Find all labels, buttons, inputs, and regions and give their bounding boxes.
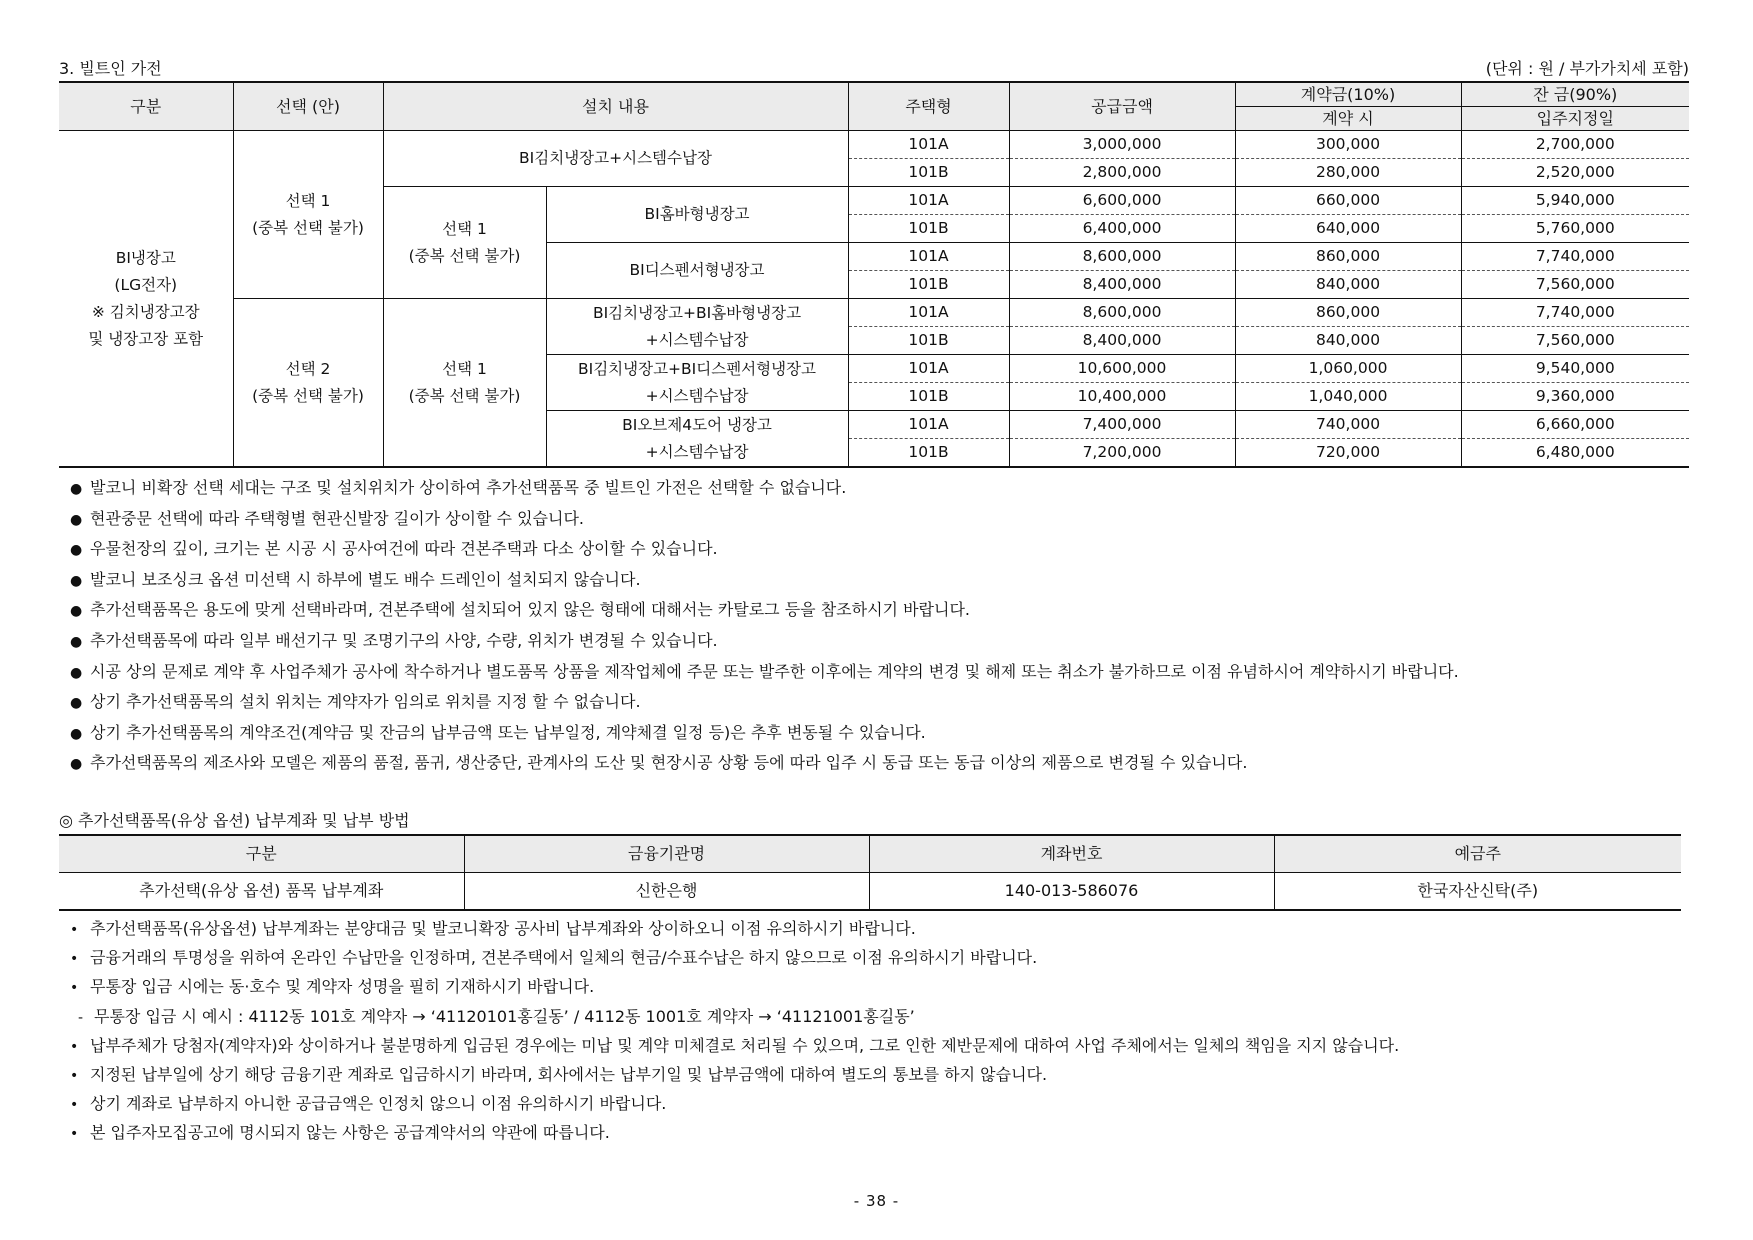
list-item: ● 발코니 보조싱크 옵션 미선택 시 하부에 별도 배수 드레인이 설치되지 않습니다. [70, 569, 641, 589]
header-housing-type: 주택형 [848, 82, 1009, 131]
table-row: 선택 1 (중복 선택 불가) BI홈바형냉장고 101A 6,600,000 660,000 5,940,000 [59, 187, 1689, 215]
table-row: 101B 2,800,000 280,000 2,520,000 [59, 159, 1689, 187]
list-item: ● 현관중문 선택에 따라 주택형별 현관신발장 길이가 상이할 수 있습니다. [70, 508, 584, 528]
table-row: 101B 7,200,000 720,000 6,480,000 [59, 439, 1689, 468]
header-contract: 계약금(10%) [1235, 82, 1461, 107]
table-row: BI디스펜서형냉장고 101A 8,600,000 860,000 7,740,000 [59, 243, 1689, 271]
builtin-appliance-table [59, 81, 1689, 468]
table-row: BI김치냉장고+BI디스펜서형냉장고 +시스템수납장 101A 10,600,000 1,060,000 9,540,000 [59, 355, 1689, 383]
table-row: 101B 8,400,000 840,000 7,560,000 [59, 271, 1689, 299]
header-balance: 잔 금(90%) [1461, 82, 1689, 107]
section2-header [59, 808, 1689, 831]
account-number: 140-013-586076 [869, 873, 1274, 911]
item-name: BI홈바형냉장고 [546, 187, 848, 243]
table-row: BI냉장고 (LG전자) ※ 김치냉장고장 및 냉장고장 포함 선택 1 (중복 선택 불가) BI김치냉장고+시스템수납장 101A 3,000,000 300,000 2,700,000 [59, 131, 1689, 159]
section2-notes [70, 914, 1399, 1148]
list-item: ● 추가선택품목은 용도에 맞게 선택바라며, 견본주택에 설치되어 있지 않은 형태에 대해서는 카탈로그 등을 참조하시기 바랍니다. [70, 600, 971, 620]
list-item: • 본 입주자모집공고에 명시되지 않는 사항은 공급계약서의 약관에 따릅니다. [70, 1123, 610, 1143]
list-item: ● 상기 추가선택품목의 계약조건(계약금 및 잔금의 납부금액 또는 납부일정, 계약체결 일정 등)은 추후 변동될 수 있습니다. [70, 722, 926, 742]
section1-notes [70, 473, 1459, 779]
section1-header [59, 56, 1689, 79]
table-row: 101B 6,400,000 640,000 5,760,000 [59, 215, 1689, 243]
header-balance-sub: 입주지정일 [1461, 107, 1689, 131]
category-cell: BI냉장고 (LG전자) ※ 김치냉장고장 및 냉장고장 포함 [59, 131, 233, 468]
item-name: BI김치냉장고+BI홈바형냉장고 +시스템수납장 [546, 299, 848, 355]
sub-choice-cell: 선택 1 (중복 선택 불가) [383, 187, 546, 299]
header-category: 구분 [59, 82, 233, 131]
table-header-row: 구분 금융기관명 계좌번호 예금주 [59, 835, 1681, 873]
choice1-cell: 선택 1 (중복 선택 불가) [233, 131, 383, 299]
list-item: ● 시공 상의 문제로 계약 후 사업주체가 공사에 착수하거나 별도품목 상품을 제작업체에 주문 또는 발주한 이후에는 계약의 변경 및 해제 또는 취소가 불가하므로 이점 유념하시어 계약하시기 바랍니다. [70, 661, 1459, 681]
header-choice: 선택 (안) [233, 82, 383, 131]
list-item: • 납부주체가 당첨자(계약자)와 상이하거나 불분명하게 입금된 경우에는 미납 및 계약 미체결로 처리될 수 있으며, 그로 인한 제반문제에 대하여 사업 주체에서는 일체의 책임을 지지 않습니다. [70, 1035, 1400, 1055]
table-row: BI오브제4도어 냉장고 +시스템수납장 101A 7,400,000 740,000 6,660,000 [59, 411, 1689, 439]
table-row: 101B 10,400,000 1,040,000 9,360,000 [59, 383, 1689, 411]
list-item: ● 발코니 비확장 선택 세대는 구조 및 설치위치가 상이하여 추가선택품목 중 빌트인 가전은 선택할 수 없습니다. [70, 478, 847, 497]
item-name: BI김치냉장고+BI디스펜서형냉장고 +시스템수납장 [546, 355, 848, 411]
item-name: BI김치냉장고+시스템수납장 [383, 131, 848, 187]
list-item: • 금융거래의 투명성을 위하여 온라인 수납만을 인정하며, 견본주택에서 일체의 현금/수표수납은 하지 않으므로 이점 유의하시기 바랍니다. [70, 948, 1038, 968]
header-supply-amount: 공급금액 [1009, 82, 1235, 131]
page-number: - 38 - [853, 1192, 900, 1210]
item-name: BI오브제4도어 냉장고 +시스템수납장 [546, 411, 848, 468]
list-item: • 추가선택품목(유상옵션) 납부계좌는 분양대금 및 발코니확장 공사비 납부계좌와 상이하오니 이점 유의하시기 바랍니다. [70, 919, 916, 938]
choice2-cell: 선택 2 (중복 선택 불가) [233, 299, 383, 468]
item-name: BI디스펜서형냉장고 [546, 243, 848, 299]
sub-choice-cell: 선택 1 (중복 선택 불가) [383, 299, 546, 468]
table-row: 선택 2 (중복 선택 불가) 선택 1 (중복 선택 불가) BI김치냉장고+BI홈바형냉장고 +시스템수납장 101A 8,600,000 860,000 7,740,000 [59, 299, 1689, 327]
list-item: - 무통장 입금 시 예시 : 4112동 101호 계약자 → ‘41120101홍길동’ / 4112동 1001호 계약자 → ‘41121001홍길동’ [78, 1006, 915, 1026]
header-contract-sub: 계약 시 [1235, 107, 1461, 131]
list-item: • 지정된 납부일에 상기 해당 금융기관 계좌로 입금하시기 바라며, 회사에서는 납부기일 및 납부금액에 대하여 별도의 통보를 하지 않습니다. [70, 1064, 1048, 1084]
unit-label: (단위 : 원 / 부가가치세 포함) [1485, 59, 1689, 78]
table-row: 추가선택(유상 옵션) 품목 납부계좌 신한은행 140-013-586076 한국자산신탁(주) [59, 873, 1681, 911]
section2-title: ◎ 추가선택품목(유상 옵션) 납부계좌 및 납부 방법 [59, 811, 410, 830]
list-item: ● 추가선택품목에 따라 일부 배선기구 및 조명기구의 사양, 수량, 위치가 변경될 수 있습니다. [70, 630, 718, 650]
list-item: ● 우물천장의 깊이, 크기는 본 시공 시 공사여건에 따라 견본주택과 다소 상이할 수 있습니다. [70, 539, 718, 559]
header-content: 설치 내용 [383, 82, 848, 131]
list-item: • 상기 계좌로 납부하지 아니한 공급금액은 인정치 않으니 이점 유의하시기 바랍니다. [70, 1094, 667, 1114]
list-item: ● 추가선택품목의 제조사와 모델은 제품의 품절, 품귀, 생산중단, 관계사의 도산 및 현장시공 상황 등에 따라 입주 시 동급 또는 동급 이상의 제품으로 변경될 수 있습니다. [70, 753, 1248, 773]
table-row: 101B 8,400,000 840,000 7,560,000 [59, 327, 1689, 355]
list-item: ● 상기 추가선택품목의 설치 위치는 계약자가 임의로 위치를 지정 할 수 없습니다. [70, 692, 641, 712]
list-item: • 무통장 입금 시에는 동·호수 및 계약자 성명을 필히 기재하시기 바랍니다. [70, 977, 595, 997]
section1-title: 3. 빌트인 가전 [59, 59, 162, 78]
payment-account-table [59, 834, 1681, 911]
